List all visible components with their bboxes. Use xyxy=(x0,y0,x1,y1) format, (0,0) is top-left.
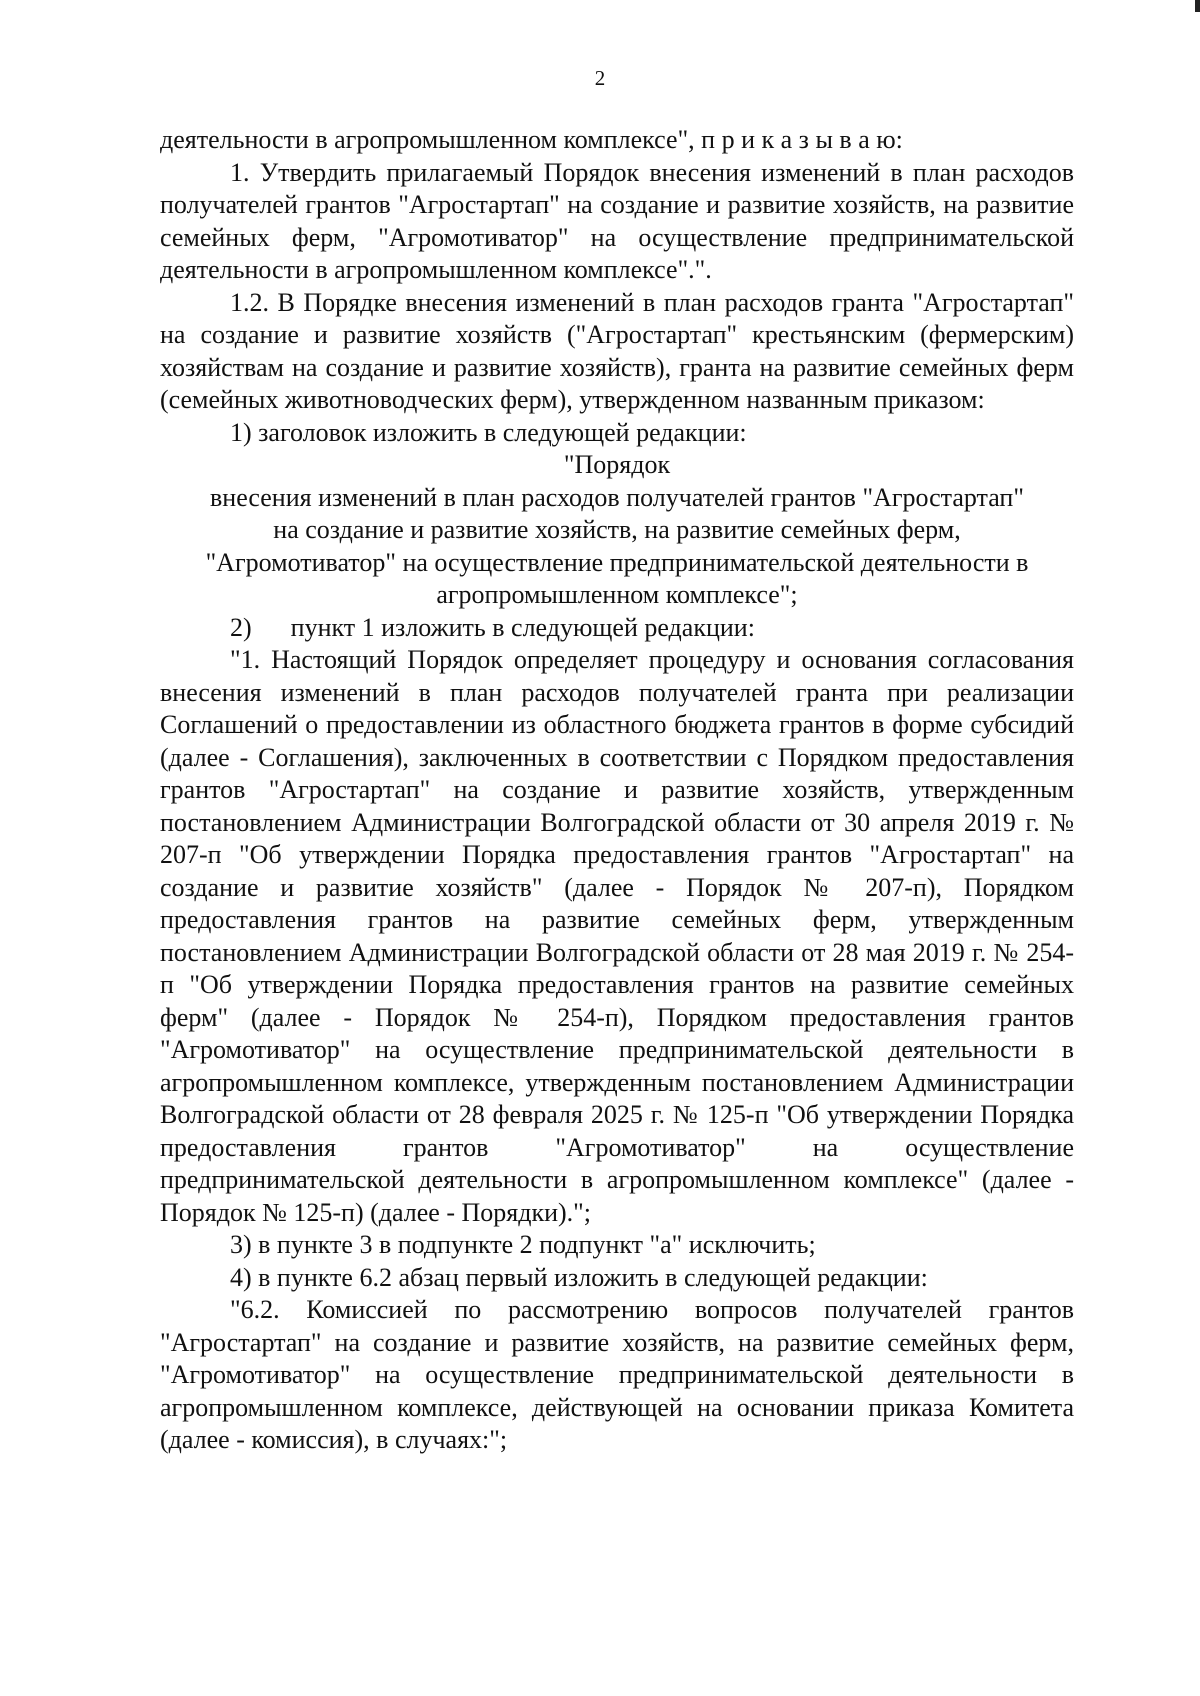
page-number: 2 xyxy=(594,66,606,90)
subitem-2: 2) пункт 1 изложить в следующей редакции: xyxy=(230,612,755,642)
order-title xyxy=(160,449,1074,612)
subitem-3: 3) в пункте 3 в подпункте 2 подпункт "а" исключить; xyxy=(230,1230,816,1259)
order-title-line: внесения изменений в план расходов получателей грантов "Агростартап" xyxy=(210,482,1024,512)
paragraph-item-1: 1. Утвердить прилагаемый Порядок внесения изменений в план расходов получателей грантов "Агростартап" на создание и развитие хозяйств, на развитие семейных ферм, "Агромотиватор" на осуществление предпринимательской деятельности в агропромышленном комплексе".". xyxy=(160,157,1074,284)
order-title-line: "Порядок xyxy=(563,450,671,479)
subitem-1: 1) заголовок изложить в следующей редакции: xyxy=(230,417,747,447)
paragraph-item-1-2: 1.2. В Порядке внесения изменений в план расходов гранта "Агростартап" на создание и развитие хозяйств ("Агростартап" крестьянским (фермерским) хозяйствам на создание и развитие хозяйств), гранта на развитие семейных ферм (семейных животноводческих ферм), утвержденном названным приказом: xyxy=(160,287,1074,414)
paragraph-point-1: "1. Настоящий Порядок определяет процедуру и основания согласования внесения изменений в план расходов получателей гранта при реализации Соглашений о предоставлении из областного бюджета грантов в форме субсидий (далее - Соглашения), заключенных в соответствии с Порядком предоставления грантов "Агростартап" на создание и развитие хозяйств, утвержденным постановлением Администрации Волгоградской области от 30 апреля 2019 г. № 207-п "Об утверждении Порядка предоставления грантов "Агростартап" на создание и развитие хозяйств" (далее - Порядок № 207-п), Порядком предоставления грантов на развитие семейных ферм, утвержденным постановлением Администрации Волгоградской области от 28 мая 2019 г. № 254-п "Об утверждении Порядка предоставления грантов на развитие семейных ферм" (далее - Порядок № 254-п), Порядком предоставления грантов "Агромотиватор" на осуществление предпринимательской деятельности в агропромышленном комплексе, утвержденным постановлением Администрации Волгоградской области от 28 февраля 2025 г. № 125-п "Об утверждении Порядка предоставления грантов "Агромотиватор" на осуществление предпринимательской деятельности в агропромышленном комплексе" (далее - Порядок № 125-п) (далее - Порядки)."; xyxy=(160,645,1074,1227)
document-body xyxy=(160,124,1074,1457)
order-title-line: на создание и развитие хозяйств, на развитие семейных ферм, xyxy=(273,515,961,544)
order-title-line: агропромышленном комплексе"; xyxy=(436,580,798,609)
subitem-4: 4) в пункте 6.2 абзац первый изложить в следующей редакции: xyxy=(230,1262,928,1292)
paragraph-point-6-2: "6.2. Комиссией по рассмотрению вопросов получателей грантов "Агростартап" на создание и развитие хозяйств, на развитие семейных ферм, "Агромотиватор" на осуществление предпринимательской деятельности в агропромышленном комплексе, действующей на основании приказа Комитета (далее - комиссия), в случаях:"; xyxy=(160,1295,1074,1454)
order-title-line: "Агромотиватор" на осуществление предпринимательской деятельности в xyxy=(205,547,1029,577)
intro-line: деятельности в агропромышленном комплексе", п р и к а з ы в а ю: xyxy=(160,125,903,154)
scan-edge-mark xyxy=(1195,0,1200,12)
